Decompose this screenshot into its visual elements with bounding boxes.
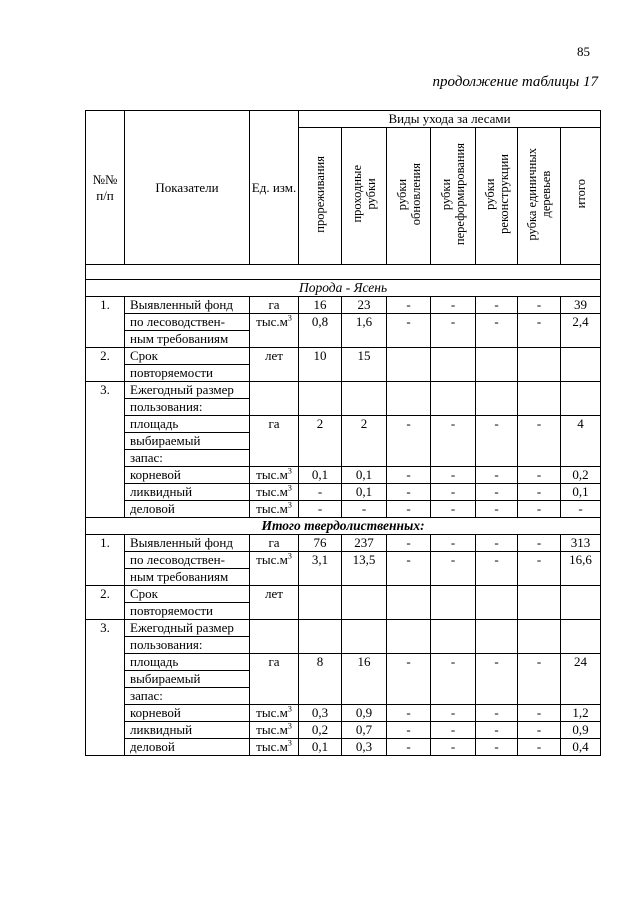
- spacer-row: [86, 265, 601, 280]
- row-value: -: [431, 314, 476, 348]
- row-label: запас:: [125, 450, 250, 467]
- header-col-3: [431, 128, 476, 265]
- row-value: -: [518, 739, 561, 756]
- row-value: -: [476, 705, 518, 722]
- header-col-line: итого: [573, 179, 588, 209]
- row-value: [387, 348, 431, 382]
- header-col-line: обновления: [408, 162, 423, 226]
- unit-base: тыс.м: [256, 314, 288, 329]
- row-value: -: [431, 552, 476, 586]
- row-value: 15: [342, 348, 387, 382]
- unit-exponent: 3: [287, 551, 292, 561]
- unit-exponent: 3: [287, 313, 292, 323]
- header-col-5: [518, 128, 561, 265]
- row-label: Выявленный фонд: [125, 297, 250, 314]
- row-value: -: [476, 654, 518, 705]
- row-unit: [250, 484, 299, 501]
- unit-base: тыс.м: [256, 552, 288, 567]
- unit-exponent: 3: [287, 500, 292, 510]
- table-row: [86, 705, 601, 722]
- unit-exponent: 3: [287, 704, 292, 714]
- row-value: -: [518, 722, 561, 739]
- row-label: повторяемости: [125, 365, 250, 382]
- row-value: -: [476, 416, 518, 467]
- row-value: -: [476, 722, 518, 739]
- row-value: [476, 382, 518, 416]
- header-col-2: [387, 128, 431, 265]
- row-value: [387, 382, 431, 416]
- row-label: деловой: [125, 739, 250, 756]
- header-col-line: рубки: [394, 178, 409, 210]
- row-value: -: [476, 297, 518, 314]
- row-number: 3.: [86, 620, 125, 756]
- row-value: -: [518, 416, 561, 467]
- row-value: [476, 620, 518, 654]
- row-label: площадь: [125, 654, 250, 671]
- row-label: корневой: [125, 467, 250, 484]
- header-col-label: [483, 154, 511, 234]
- row-label: по лесоводствен-: [125, 552, 250, 569]
- row-value: 8: [299, 654, 342, 705]
- unit-exponent: 3: [287, 483, 292, 493]
- row-value: 0,8: [299, 314, 342, 348]
- row-value: 1,6: [342, 314, 387, 348]
- row-number: 1.: [86, 297, 125, 348]
- row-value: 0,1: [342, 467, 387, 484]
- row-label: пользования:: [125, 399, 250, 416]
- header-col-line: рубки: [439, 178, 453, 210]
- row-value: -: [387, 552, 431, 586]
- header-col-label: [574, 179, 588, 208]
- row-label: Ежегодный размер: [125, 382, 250, 399]
- row-unit: [250, 739, 299, 756]
- row-value: 0,2: [299, 722, 342, 739]
- row-value: 313: [561, 535, 601, 552]
- row-value: 1,2: [561, 705, 601, 722]
- header-col-label: [313, 156, 327, 233]
- row-value: 0,9: [561, 722, 601, 739]
- unit-base: тыс.м: [256, 722, 288, 737]
- row-value: [387, 586, 431, 620]
- row-unit: [250, 314, 299, 348]
- row-value: 0,4: [561, 739, 601, 756]
- row-label: ным требованиям: [125, 569, 250, 586]
- row-value: 0,3: [342, 739, 387, 756]
- row-value: 2: [342, 416, 387, 467]
- unit-base: тыс.м: [256, 467, 288, 482]
- row-value: -: [387, 654, 431, 705]
- row-number: 1.: [86, 535, 125, 586]
- header-num: №№ п/п: [86, 111, 125, 265]
- row-value: -: [476, 501, 518, 518]
- table-row: [86, 382, 601, 399]
- row-number: 2.: [86, 348, 125, 382]
- header-col-line: проходные: [350, 165, 364, 223]
- row-value: 16: [299, 297, 342, 314]
- row-value: -: [387, 314, 431, 348]
- table-row: [86, 552, 601, 569]
- table-row: [86, 314, 601, 331]
- table-row: [86, 620, 601, 637]
- row-value: [518, 382, 561, 416]
- header-col-label: [439, 143, 467, 245]
- row-unit: [250, 467, 299, 484]
- row-value: -: [431, 484, 476, 501]
- row-value: -: [476, 739, 518, 756]
- table-row: [86, 722, 601, 739]
- row-value: [342, 382, 387, 416]
- unit-exponent: 3: [287, 466, 292, 476]
- unit-base: тыс.м: [256, 501, 288, 516]
- row-value: -: [476, 484, 518, 501]
- table-row: [86, 484, 601, 501]
- row-value: [518, 348, 561, 382]
- row-value: -: [476, 467, 518, 484]
- forest-care-table: [85, 110, 601, 756]
- row-value: [561, 620, 601, 654]
- row-label: выбираемый: [125, 433, 250, 450]
- header-col-line: рубки: [482, 178, 497, 210]
- row-value: -: [342, 501, 387, 518]
- row-value: 237: [342, 535, 387, 552]
- header-col-1: [342, 128, 387, 265]
- row-label: по лесоводствен-: [125, 314, 250, 331]
- table-row: [86, 467, 601, 484]
- row-value: [431, 382, 476, 416]
- table-row: [86, 297, 601, 314]
- row-value: -: [518, 484, 561, 501]
- row-value: 24: [561, 654, 601, 705]
- header-col-line: рубки: [364, 178, 378, 210]
- row-value: 2: [299, 416, 342, 467]
- row-unit: га: [250, 416, 299, 467]
- row-value: 0,7: [342, 722, 387, 739]
- row-unit: [250, 501, 299, 518]
- row-value: 16,6: [561, 552, 601, 586]
- header-col-label: [395, 163, 423, 225]
- row-label: выбираемый: [125, 671, 250, 688]
- row-label: ликвидный: [125, 484, 250, 501]
- row-label: корневой: [125, 705, 250, 722]
- row-value: -: [387, 722, 431, 739]
- row-unit: [250, 552, 299, 586]
- row-label: Срок: [125, 348, 250, 365]
- row-unit: га: [250, 535, 299, 552]
- header-care-types: Виды ухода за лесами: [299, 111, 601, 128]
- row-value: [476, 586, 518, 620]
- row-value: 23: [342, 297, 387, 314]
- row-label: ликвидный: [125, 722, 250, 739]
- row-unit: [250, 722, 299, 739]
- row-value: [299, 586, 342, 620]
- row-value: 0,1: [561, 484, 601, 501]
- row-value: -: [387, 484, 431, 501]
- table-row: [86, 348, 601, 365]
- row-value: 3,1: [299, 552, 342, 586]
- row-unit: лет: [250, 348, 299, 382]
- row-value: [476, 348, 518, 382]
- row-value: -: [518, 314, 561, 348]
- row-value: [518, 620, 561, 654]
- row-unit: лет: [250, 586, 299, 620]
- row-value: -: [431, 739, 476, 756]
- table-row: [86, 586, 601, 603]
- row-value: -: [518, 552, 561, 586]
- row-value: [431, 586, 476, 620]
- unit-exponent: 3: [287, 721, 292, 731]
- row-value: [431, 620, 476, 654]
- row-value: -: [561, 501, 601, 518]
- row-value: -: [387, 705, 431, 722]
- row-value: -: [299, 501, 342, 518]
- table-continuation-caption: продолжение таблицы 17: [432, 74, 598, 90]
- row-value: 39: [561, 297, 601, 314]
- row-value: -: [518, 467, 561, 484]
- table-row: [86, 535, 601, 552]
- header-indicator: Показатели: [125, 111, 250, 265]
- row-number: 2.: [86, 586, 125, 620]
- row-value: -: [431, 535, 476, 552]
- row-unit: [250, 382, 299, 416]
- row-value: [561, 382, 601, 416]
- header-col-line: прореживания: [313, 155, 327, 233]
- header-unit: Ед. изм.: [250, 111, 299, 265]
- row-value: -: [387, 467, 431, 484]
- row-value: [342, 620, 387, 654]
- row-value: [342, 586, 387, 620]
- row-value: -: [476, 314, 518, 348]
- page-number: 85: [577, 44, 590, 59]
- unit-base: тыс.м: [256, 705, 288, 720]
- row-value: 76: [299, 535, 342, 552]
- table-row: [86, 416, 601, 433]
- row-unit: [250, 705, 299, 722]
- header-col-label: [350, 165, 378, 223]
- row-value: [561, 586, 601, 620]
- row-value: -: [518, 705, 561, 722]
- row-value: 4: [561, 416, 601, 467]
- row-value: 10: [299, 348, 342, 382]
- header-col-0: [299, 128, 342, 265]
- row-value: -: [518, 297, 561, 314]
- header-col-line: переформирования: [453, 142, 467, 246]
- row-value: 0,9: [342, 705, 387, 722]
- row-value: -: [518, 501, 561, 518]
- row-value: -: [476, 552, 518, 586]
- row-value: 2,4: [561, 314, 601, 348]
- row-value: -: [431, 722, 476, 739]
- row-label: Срок: [125, 586, 250, 603]
- row-label: площадь: [125, 416, 250, 433]
- header-col-6: [561, 128, 601, 265]
- row-value: [299, 382, 342, 416]
- unit-base: тыс.м: [256, 739, 288, 754]
- row-value: -: [431, 467, 476, 484]
- row-value: -: [518, 535, 561, 552]
- row-value: 13,5: [342, 552, 387, 586]
- row-number: 3.: [86, 382, 125, 518]
- row-value: -: [387, 416, 431, 467]
- table-row: [86, 501, 601, 518]
- row-value: -: [518, 654, 561, 705]
- row-label: пользования:: [125, 637, 250, 654]
- row-value: 0,1: [299, 739, 342, 756]
- row-value: 0,1: [342, 484, 387, 501]
- row-label: Ежегодный размер: [125, 620, 250, 637]
- section-title: Итого твердолиственных:: [86, 518, 601, 535]
- row-value: 0,3: [299, 705, 342, 722]
- row-value: -: [387, 739, 431, 756]
- row-label: ным требованиям: [125, 331, 250, 348]
- table-row: [86, 654, 601, 671]
- unit-exponent: 3: [287, 738, 292, 748]
- row-value: [387, 620, 431, 654]
- header-col-line: рубка единичных: [525, 147, 539, 241]
- header-col-line: реконструкции: [496, 154, 511, 234]
- row-value: -: [431, 416, 476, 467]
- header-col-4: [476, 128, 518, 265]
- section-row: [86, 280, 601, 297]
- row-value: 16: [342, 654, 387, 705]
- row-value: -: [476, 535, 518, 552]
- row-value: -: [431, 297, 476, 314]
- row-value: 0,2: [561, 467, 601, 484]
- row-value: -: [431, 501, 476, 518]
- row-value: -: [431, 654, 476, 705]
- section-title: Порода - Ясень: [86, 280, 601, 297]
- row-unit: [250, 620, 299, 654]
- row-value: [518, 586, 561, 620]
- header-col-label: [525, 148, 553, 241]
- row-label: Выявленный фонд: [125, 535, 250, 552]
- unit-base: тыс.м: [256, 484, 288, 499]
- section-row: [86, 518, 601, 535]
- row-value: [299, 620, 342, 654]
- table-row: [86, 739, 601, 756]
- row-unit: га: [250, 654, 299, 705]
- header-col-line: деревьев: [539, 170, 553, 218]
- row-value: -: [387, 535, 431, 552]
- row-unit: га: [250, 297, 299, 314]
- row-value: -: [387, 297, 431, 314]
- row-value: [561, 348, 601, 382]
- row-value: -: [431, 705, 476, 722]
- row-label: повторяемости: [125, 603, 250, 620]
- row-value: 0,1: [299, 467, 342, 484]
- row-value: -: [299, 484, 342, 501]
- row-label: запас:: [125, 688, 250, 705]
- row-value: [431, 348, 476, 382]
- row-value: -: [387, 501, 431, 518]
- row-label: деловой: [125, 501, 250, 518]
